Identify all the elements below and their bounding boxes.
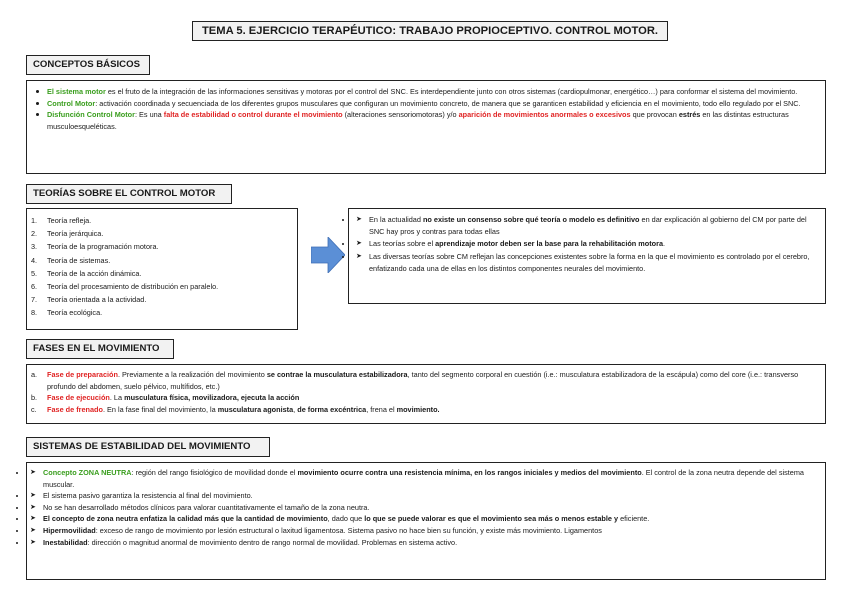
list-item: ➤ • En la actualidad no existe un consenso sobre qué teoría o modelo es definitivo en dar explicación al gobierno del CM por parte del SNC hay pros y contras para todas ellas bbox=[353, 214, 819, 238]
section-header-teorias: TEORÍAS SOBRE EL CONTROL MOTOR bbox=[26, 184, 232, 204]
section-header-fases: FASES EN EL MOVIMIENTO bbox=[26, 339, 174, 359]
list-item: ➤ • Concepto ZONA NEUTRA: región del rango fisiológico de movilidad donde el movimiento ocurre contra una resistencia mínima, en los rangos iniciales y medios del movimiento. El control de la zona neutra depende del sistema muscular. bbox=[27, 467, 819, 490]
list-item: ➤ • El concepto de zona neutra enfatiza la calidad más que la cantidad de movimiento, dado que lo que se puede valorar es que el movimiento sea más o menos estable y eficiente. bbox=[27, 513, 819, 525]
theory-item: 1. Teoría refleja. bbox=[31, 216, 92, 225]
conceptos-box bbox=[26, 80, 826, 174]
theory-item: 2. Teoría jerárquica. bbox=[31, 229, 104, 239]
right-arrow-icon bbox=[311, 237, 345, 273]
theory-item: 4. Teoría de sistemas. bbox=[31, 255, 111, 265]
page-title: TEMA 5. EJERCICIO TERAPÉUTICO: TRABAJO PROPIOCEPTIVO. CONTROL MOTOR. bbox=[192, 21, 668, 41]
phase-item: b. Fase de ejecución. La musculatura física, movilizadora, ejecuta la acción bbox=[31, 393, 300, 403]
section-header-conceptos: CONCEPTOS BÁSICOS bbox=[26, 55, 150, 75]
section-header-sistemas: SISTEMAS DE ESTABILIDAD DEL MOVIMIENTO bbox=[26, 437, 270, 457]
theory-item: 7. Teoría orientada a la actividad. bbox=[31, 295, 147, 305]
teorias-list-box bbox=[26, 208, 298, 330]
list-item: ➤ • Las diversas teorías sobre CM reflejan las concepciones existentes sobre la forma en la que el movimiento es controlado por el cerebro, enfatizando cada una de ellas en los distintos componentes neurales del movimiento. bbox=[353, 251, 819, 275]
term-disfuncion: Disfunción Control Motor bbox=[47, 110, 135, 120]
theory-item: 5. Teoría de la acción dinámica. bbox=[31, 268, 142, 278]
term-control-motor: Control Motor bbox=[47, 98, 96, 108]
list-item: El sistema motor es el fruto de la integración de las informaciones sensitivas y motoras por el control del SNC. Es interdependiente junto con otros sistemas (cardiopulmonar, energético…) para conformar el sistema del movimiento. bbox=[31, 86, 819, 98]
list-item: ➤ • El sistema pasivo garantiza la resistencia al final del movimiento. bbox=[27, 490, 819, 502]
teorias-notes-box bbox=[348, 208, 826, 304]
list-item: ➤ • Las teorías sobre el aprendizaje motor deben ser la base para la rehabilitación motora. bbox=[353, 238, 819, 250]
fases-box bbox=[26, 364, 826, 424]
theory-item: 3. Teoría de la programación motora. bbox=[31, 242, 159, 252]
phase-item: c. Fase de frenado. En la fase final del movimiento, la musculatura agonista, de forma excéntrica, frena el movimiento. bbox=[31, 404, 440, 414]
sistemas-box bbox=[26, 462, 826, 580]
list-item: ➤ • Inestabilidad: dirección o magnitud anormal de movimiento dentro de rango normal de movilidad. Problemas en sistema activo. bbox=[27, 537, 819, 549]
theory-item: 8. Teoría ecológica. bbox=[31, 308, 103, 318]
list-item: Disfunción Control Motor: Es una falta de estabilidad o control durante el movimiento (alteraciones sensoriomotoras) y/o aparición de movimientos anormales o excesivos que provocan estrés en las distintas estructuras musculoesqueléticas. bbox=[31, 109, 819, 132]
list-item: Control Motor: activación coordinada y secuenciada de los diferentes grupos musculares que configuran un movimiento concreto, de manera que se garanticen estabilidad y eficiencia en el movimiento, todo ello regulado por el SNC. bbox=[31, 98, 819, 110]
phase-item: a. Fase de preparación. Previamente a la realización del movimiento se contrae la musculatura estabilizadora, tanto del segmento corporal en cuestión (i.e.: musculatura estabilizadora de la escápula) como del core (i.e.: transverso profundo del abdomen, suelo pélvico, multífidos, etc.) bbox=[31, 370, 799, 391]
list-item: ➤ • No se han desarrollado métodos clínicos para valorar cuantitativamente el tamaño de la zona neutra. bbox=[27, 502, 819, 514]
term-sistema-motor: El sistema motor bbox=[47, 87, 106, 96]
list-item: ➤ • Hipermovilidad: exceso de rango de movimiento por lesión estructural o laxitud ligamentosa. Sistema pasivo no hace bien su función, y existe más movimiento. Ligamentos bbox=[27, 525, 819, 537]
theory-item: 6. Teoría del procesamiento de distribución en paralelo. bbox=[31, 282, 219, 292]
